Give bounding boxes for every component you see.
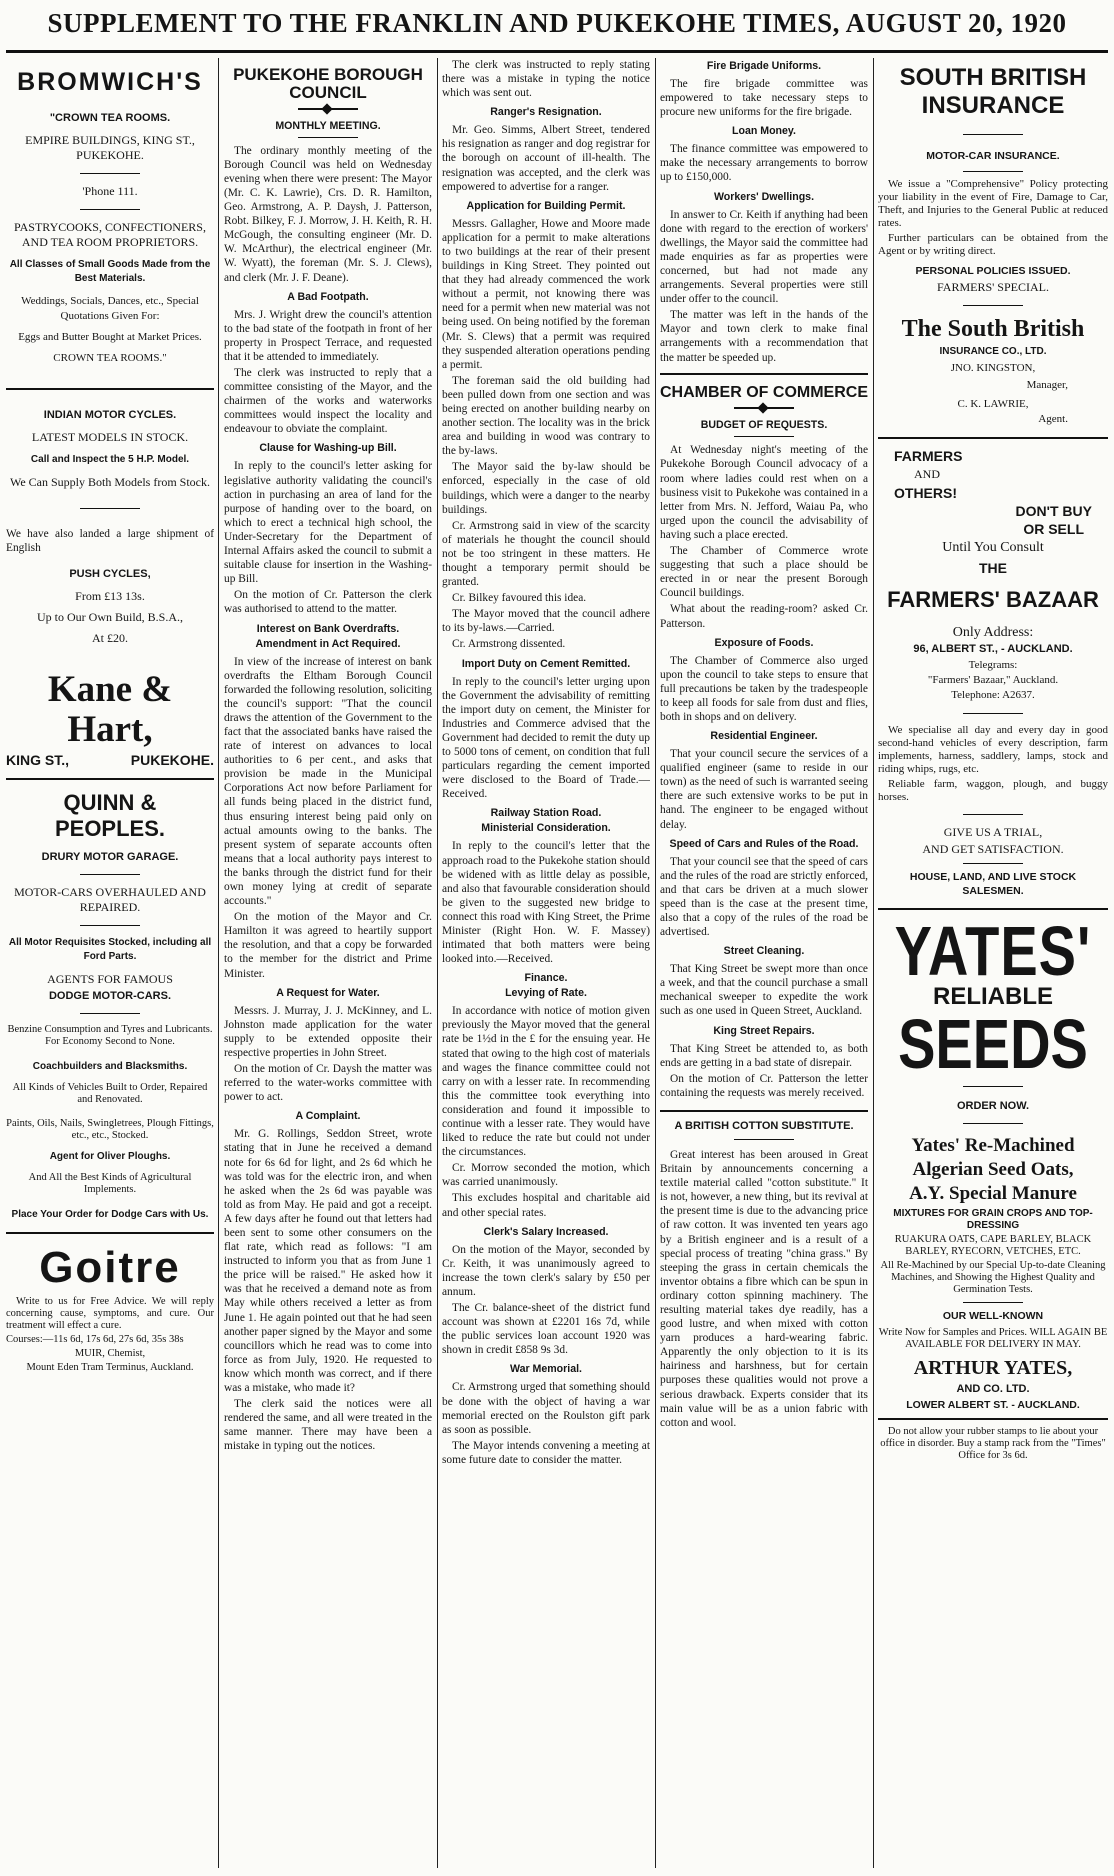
advert-rule: [878, 1418, 1108, 1420]
stamp-rack-advert: [878, 1426, 1108, 1462]
yates-manure: A.Y. Special Manure: [909, 1183, 1077, 1204]
subheading: War Memorial.: [509, 1363, 582, 1376]
fb-address: 96, ALBERT ST., - AUCKLAND.: [913, 643, 1073, 655]
yates-arthur: ARTHUR YATES,: [913, 1357, 1073, 1379]
kane-town: PUKEKOHE.: [130, 752, 214, 769]
divider: [963, 863, 1023, 864]
quinn-garage: DRURY MOTOR GARAGE.: [41, 851, 179, 864]
sbi-kingston: JNO. KINGSTON,: [950, 362, 1036, 374]
quinn-oliver: Agent for Oliver Ploughs.: [49, 1151, 171, 1163]
goitre-courses: Courses:—11s 6d, 17s 6d, 27s 6d, 35s 38s: [6, 1334, 184, 1346]
subheading: Fire Brigade Uniforms.: [706, 60, 822, 72]
subheading: Finance.: [524, 972, 568, 985]
chamber-subtitle: BUDGET OF REQUESTS.: [700, 419, 828, 432]
article-paragraph: Messrs. J. Murray, J. J. McKinney, and L. Johnston made application for the water supply to be extended opposite their respective properties in John Street.: [224, 1004, 432, 1059]
yates-advert: [878, 911, 1108, 1412]
south-british-advert: [878, 64, 1108, 427]
subheading: Clause for Washing-up Bill.: [259, 442, 397, 455]
article-paragraph: On the motion of the Mayor and Cr. Hamilton it was agreed to heartily support the resolution, and that a copy be forwarded to the member for the district and Prime Minister.: [224, 911, 432, 980]
fb-the: THE: [979, 560, 1007, 576]
yates-title-2: RELIABLE: [933, 983, 1053, 1010]
push-from: From £13 13s.: [75, 589, 145, 604]
article-paragraph: The Cr. balance-sheet of the district fund account was shown at £2201 16s 7d, while the public services loan account 1920 was shown in credit £858 9s 3d.: [442, 1302, 650, 1357]
article-paragraph: The Mayor intends convening a meeting at some future date to consider the matter.: [442, 1439, 650, 1466]
bromwich-subtitle: "CROWN TEA ROOMS.: [49, 112, 171, 124]
article-paragraph: The Mayor moved that the council adhere to its by-laws.—Carried.: [442, 608, 650, 635]
fb-title: FARMERS' BAZAAR: [887, 587, 1099, 612]
column-3-council-continued: [442, 58, 650, 1868]
bromwich-butter: Eggs and Butter Bought at Market Prices.: [18, 331, 202, 343]
yates-title-3: SEEDS: [898, 1004, 1088, 1083]
push-build: Up to Our Own Build, B.S.A.,: [36, 610, 183, 625]
article-paragraph: Mrs. J. Wright drew the council's attention to the bad state of the footpath in front of her property in Prospect Terrace, and requested that it be attended to immediately.: [224, 308, 432, 363]
article-paragraph: The fire brigade committee was empowered to take necessary steps to procure new uniforms for the fire brigade.: [660, 78, 868, 119]
bromwich-title: BROMWICH'S: [17, 68, 203, 96]
advert-rule: [6, 388, 214, 390]
article-paragraph: On the motion of Cr. Daysh the matter was referred to the water-works committee with power to act.: [224, 1063, 432, 1104]
fb-only: Only Address:: [952, 625, 1034, 640]
column-divider: [437, 58, 438, 1868]
bromwich-end: CROWN TEA ROOMS.": [53, 352, 167, 364]
article-paragraph: Mr. Geo. Simms, Albert Street, tendered his resignation as ranger and dog registrar for the borough on account of ill-health. The resignation was accepted, and the clerk was empowered to advertise for a ranger.: [442, 124, 650, 193]
article-paragraph: In reply to the council's letter urging upon the Government the advisability of remitting the import duty on cement, the Minister for Industries and Commerce advised that the Government had decided to remit the duty up to 5000 tons of cement, on condition that full particulars regarding the cement imported were disclosed to the Board of Trade.—Received.: [442, 675, 650, 801]
yates-mixtures: MIXTURES FOR GRAIN CROPS AND TOP-DRESSING: [893, 1208, 1093, 1231]
article-paragraph: What about the reading-room? asked Cr. Patterson.: [660, 603, 868, 630]
yates-order: ORDER NOW.: [956, 1100, 1030, 1112]
chamber-title: CHAMBER OF COMMERCE: [660, 383, 868, 401]
article-paragraph: In accordance with notice of motion given previously the Mayor moved that the general rate be 1½d in the £ for the ensuing year. He stated that owing to the high cost of materials and wages the finance committee could not carry on with a lesser rate. In recommending this the committee took everything into consideration and found it impossible to continue with a lesser rate. They would have liked to reduce the rate but could not under the circumstances.: [442, 1005, 650, 1159]
fb-others: OTHERS!: [894, 485, 957, 501]
divider: [963, 305, 1023, 306]
masthead: SUPPLEMENT TO THE FRANKLIN AND PUKEKOHE TIMES, AUGUST 20, 1920: [47, 8, 1067, 38]
article-paragraph: On the motion of Cr. Patterson the letter containing the requests was merely received.: [660, 1072, 868, 1099]
advert-rule: [878, 437, 1108, 439]
article-rule: [660, 373, 868, 375]
column-divider: [655, 58, 656, 1868]
fb-paragraph: Reliable farm, waggon, plough, and buggy horses.: [878, 778, 1108, 803]
push-cycles-title: PUSH CYCLES,: [69, 568, 151, 581]
article-paragraph: Great interest has been aroused in Great Britain by announcements concerning a textile material called "cotton substitute." It is not, however, a new thing, but its revival at the present time is due to the advancing price of raw cotton. It was invented ten years ago by a British engineer and is a result of a special process of treating "china grass." By steeping the grass in certain chemicals the inventor obtains a fibre which can be spun in ordinary cotton spinning machinery. The resulting material takes dye readily, has a good lustre, and when mixed with cotton yarn produces a hard-wearing fabric. Apparently the only objection to it is its hairiness and harshness, but for certain purposes these qualities would not prove a serious drawback. Experts consider that its main value will be as a union fabric with cotton and wool.: [660, 1148, 868, 1429]
divider: [298, 137, 358, 138]
yates-address: LOWER ALBERT ST. - AUCKLAND.: [906, 1399, 1080, 1411]
sbi-company: The South British: [901, 316, 1085, 342]
article-paragraph: Cr. Armstrong said in view of the scarcity of materials he thought the council should not be too stringent in these matters. He thought a temporary permit should be granted.: [442, 519, 650, 589]
divider: [80, 925, 140, 926]
quinn-peoples-advert: [6, 790, 214, 1222]
article-paragraph: On the motion of the Mayor, seconded by Cr. Keith, it was unanimously agreed to increase the town clerk's salary by £50 per annum.: [442, 1243, 650, 1298]
indian-title: INDIAN MOTOR CYCLES.: [43, 409, 177, 421]
article-paragraph: That your council secure the services of a qualified engineer (same to reside in our town) as the need of such is warranted seeing there are such extensive works to be put in hand. The engineer to be engaged without delay.: [660, 748, 868, 831]
kane-hart-title: Kane & Hart,: [47, 669, 173, 751]
council-subtitle: MONTHLY MEETING.: [275, 119, 381, 132]
fb-paragraph: We specialise all day and every day in good second-hand vehicles of every description, farm implements, harness, saddlery, lamps, stock and riding whips, rugs, etc.: [878, 724, 1108, 775]
fb-trial: GIVE US A TRIAL,: [943, 825, 1043, 839]
article-paragraph: Cr. Armstrong dissented.: [452, 638, 566, 651]
divider: [80, 508, 140, 509]
divider: [963, 1086, 1023, 1087]
article-paragraph: Cr. Bilkey favoured this idea.: [452, 592, 587, 605]
article-paragraph: The Chamber of Commerce also urged upon the council to take steps to ensure that full precautions be taken by the tradespeople to keep all foods for sale from dust and flies, both in shops and on delivery.: [660, 654, 868, 723]
quinn-title: QUINN & PEOPLES.: [54, 790, 166, 842]
column-1-adverts: [6, 58, 214, 1868]
subheading: Exposure of Foods.: [714, 636, 814, 649]
yates-title-1: YATES': [894, 911, 1092, 990]
sbi-farmers: FARMERS' SPECIAL.: [937, 280, 1049, 294]
divider: [963, 1302, 1023, 1303]
quinn-vehicles: All Kinds of Vehicles Built to Order, Repaired and Renovated.: [12, 1082, 208, 1106]
subheading: Street Cleaning.: [723, 945, 805, 958]
article-paragraph: Cr. Morrow seconded the motion, which was carried unanimously.: [442, 1162, 650, 1189]
subheading: Ranger's Resignation.: [490, 106, 602, 119]
subheading: Speed of Cars and Rules of the Road.: [669, 837, 859, 850]
article-paragraph: The Chamber of Commerce wrote suggesting that such a place should be erected in or near the present Borough Council buildings.: [660, 545, 868, 600]
sbi-co: INSURANCE CO., LTD.: [939, 346, 1047, 357]
subheading: Residential Engineer.: [710, 730, 818, 743]
farmers-bazaar-advert: [878, 449, 1108, 898]
fb-or-sell: OR SELL: [1023, 521, 1084, 537]
article-paragraph: The matter was left in the hands of the Mayor and town clerk to make final arrangements with a recommendation that the matter be speeded up.: [660, 309, 868, 364]
subheading: Workers' Dwellings.: [713, 190, 815, 203]
fb-satisfaction: AND GET SATISFACTION.: [922, 842, 1064, 856]
divider: [963, 814, 1023, 815]
article-paragraph: The foreman said the old building had been pulled down from one section and was being erected on another building nearby on another section. The locality was in the brick area and building in wood was contrary to the by-laws.: [442, 374, 650, 458]
yates-remachined: All Re-Machined by our Special Up-to-date Cleaning Machines, and Showing the Highest Quality and Germination Tests.: [880, 1260, 1106, 1295]
sbi-title: SOUTH BRITISH INSURANCE: [899, 64, 1087, 119]
divider: [734, 1139, 794, 1140]
article-paragraph: In view of the increase of interest on bank overdrafts the Eltham Borough Council forwarded the following resolution, soliciting the council's support: "That the council draws the attention of the Government to the fact that the associated banks have raised the rate of interest on advances to local authorities to 6 per cent., and asks that provision be made in the Municipal Corporations Act now before Parliament for all funds being placed in the district fund, thus ensuring interest being paid only on actual amounts owing to the banks. The present system of separate accounts often means that a local authority pays interest to the banks through the district fund for their own money lying at credit of separate accounts.": [224, 655, 432, 908]
article-paragraph: In reply to the council's letter asking for legislative authority validating the council's action in purchasing an area of land for the purpose of handing over to the board, on which to erect a technical high school, the Under-Secretary for the Department of Internal Affairs asked the council to submit a suitable clause for insertion in the Washing-up Bill.: [224, 460, 432, 586]
article-paragraph: In reply to the council's letter that the approach road to the Pukekohe station should be widened with as little delay as possible, and also that favourable consideration should be given to the suggested new bridge to connect this road with King Street, the Prime Minister (Right Hon. W. F. Massey) intimated that both matters were being looked into.—Received.: [442, 840, 650, 966]
push-at: At £20.: [92, 631, 128, 646]
sbi-motor: MOTOR-CAR INSURANCE.: [926, 150, 1060, 162]
fb-telegrams: Telegrams:: [968, 659, 1018, 671]
stamp-paragraph: Do not allow your rubber stamps to lie about your office in disorder. Buy a stamp rack from the "Times" Office for 3s 6d.: [880, 1426, 1106, 1461]
subheading: Amendment in Act Required.: [255, 637, 401, 650]
sbi-personal: PERSONAL POLICIES ISSUED.: [915, 265, 1071, 277]
yates-write: Write Now for Samples and Prices. WILL AGAIN BE AVAILABLE FOR DELIVERY IN MAY.: [878, 1327, 1108, 1350]
bromwich-goods: All Classes of Small Goods Made from the Best Materials.: [9, 259, 211, 284]
divider: [963, 713, 1023, 714]
divider: [734, 436, 794, 437]
divider: [963, 171, 1023, 172]
divider: [80, 874, 140, 875]
indian-motor-cycles-advert: [6, 408, 214, 768]
quinn-implements: And All the Best Kinds of Agricultural Implements.: [28, 1172, 192, 1196]
fb-dont-buy: DON'T BUY: [1015, 503, 1092, 519]
goitre-address: Mount Eden Tram Terminus, Auckland.: [26, 1362, 194, 1374]
indian-landed: We have also landed a large shipment of English: [6, 528, 214, 555]
subheading: A Request for Water.: [276, 986, 380, 999]
fb-until: Until You Consult: [942, 540, 1044, 555]
divider: [80, 1013, 140, 1014]
bromwich-phone: 'Phone 111.: [82, 184, 138, 198]
yates-algerian: Algerian Seed Oats,: [912, 1159, 1074, 1180]
cotton-title: A BRITISH COTTON SUBSTITUTE.: [674, 1119, 854, 1132]
article-paragraph: In answer to Cr. Keith if anything had been done with regard to the erection of workers' dwellings, the Mayor said the committee had made enquiries as far as properties were concerned, but had not made any arrangements. Several properties were still under offer to the council.: [660, 208, 868, 306]
subheading: Clerk's Salary Increased.: [483, 1225, 609, 1238]
bromwich-socials: Weddings, Socials, Dances, etc., Special Quotations Given For:: [21, 295, 199, 322]
advert-rule: [6, 778, 214, 780]
column-divider: [218, 58, 219, 1868]
article-paragraph: At Wednesday night's meeting of the Pukekohe Borough Council advocacy of a room where ladies could rest when on a business visit to Pukekohe was contained in a letter from Mrs. N. Jefford, Waiau Pa, who urged upon the council the advisability of having such a place erected.: [660, 444, 868, 541]
article-paragraph: Cr. Armstrong urged that something should be done with the object of having a war memorial erected on the Roulston gift park as soon as possible.: [442, 1381, 650, 1436]
article-paragraph: That your council see that the speed of cars and the rules of the road are strictly enforced, and that cars be driven at a much slower speed than is the case at the present time, also that a copy of the rules of the road be advertised.: [660, 855, 868, 939]
fb-and: AND: [914, 467, 940, 481]
goitre-muir: MUIR, Chemist,: [74, 1348, 146, 1360]
kane-hart-address: [6, 752, 214, 768]
article-paragraph: That King Street be swept more than once a week, and that the council purchase a small mechanical sweeper to expedite the work such as one used in Queen Street, Auckland.: [660, 963, 868, 1018]
sbi-paragraph: Further particulars can be obtained from the Agent or by writing direct.: [878, 232, 1108, 257]
column-divider: [873, 58, 874, 1868]
sbi-manager: Manager,: [1026, 379, 1068, 391]
fb-farmers: FARMERS: [894, 448, 963, 464]
divider: [963, 1123, 1023, 1124]
article-paragraph: On the motion of Cr. Patterson the clerk was authorised to attend to the matter.: [224, 589, 432, 616]
column-2-borough-council: [224, 58, 432, 1868]
sbi-paragraph: We issue a "Comprehensive" Policy protecting your liability in the event of Fire, Damage to Car, Theft, and Injuries to the General Public at reduced rates.: [878, 178, 1108, 229]
goitre-title: Goitre: [39, 1243, 181, 1293]
column-5-adverts: [878, 58, 1108, 1868]
ornament-divider: [734, 407, 794, 409]
council-title: PUKEKOHE BOROUGH COUNCIL: [233, 65, 423, 102]
subheading: Railway Station Road.: [490, 807, 602, 820]
quinn-overhauled: MOTOR-CARS OVERHAULED AND REPAIRED.: [14, 885, 206, 915]
column-4-chamber-of-commerce: [660, 58, 868, 1868]
quinn-agents: AGENTS FOR FAMOUS: [47, 972, 173, 987]
ornament-divider: [298, 108, 358, 110]
indian-call: Call and Inspect the 5 H.P. Model.: [30, 454, 190, 465]
quinn-coach: Coachbuilders and Blacksmiths.: [32, 1061, 188, 1073]
goitre-advert: [6, 1244, 214, 1374]
fb-house: HOUSE, LAND, AND LIVE STOCK SALESMEN.: [909, 871, 1077, 897]
subheading: A Bad Footpath.: [287, 290, 369, 303]
yates-known: OUR WELL-KNOWN: [942, 1310, 1044, 1322]
article-paragraph: This excludes hospital and charitable aid and other special rates.: [442, 1192, 650, 1219]
quinn-order: Place Your Order for Dodge Cars with Us.: [11, 1209, 209, 1221]
bromwich-trade: PASTRYCOOKS, CONFECTIONERS, AND TEA ROOM PROPRIETORS.: [14, 220, 206, 249]
divider: [963, 134, 1023, 135]
bromwich-address: EMPIRE BUILDINGS, KING ST., PUKEKOHE.: [25, 133, 195, 162]
article-paragraph: Mr. G. Rollings, Seddon Street, wrote stating that in June he received a demand note for 6s 6d for light, and 2s 6d which he was told was for the electric iron, and when he asked when the 2s 6d was payable was told as from May. He paid and got a receipt. A few days after he found out that letters had been sent to some other consumers on the flat rate, which read as follows: "I am instructed to inform you that as from June 1 the price will be raised." He asked how it was that he received a demand note as from May while others received a letter as from June 1. He again pointed out that he had seen another paper signed by the Mayor and some councillors which he read was to come into force as from July, 1920. He requested to know which month was correct, and if there was a mistake, who made it?: [224, 1128, 432, 1394]
masthead-rule: [6, 50, 1108, 53]
article-paragraph: The clerk was instructed to reply that a committee consisting of the Mayor, and the chairmen of the works and waterworks committees would inspect the locality and endeavour to obviate the complaint.: [224, 367, 432, 436]
sbi-lawrie: C. K. LAWRIE,: [957, 398, 1029, 410]
subheading: King Street Repairs.: [713, 1024, 815, 1037]
divider: [80, 173, 140, 174]
article-paragraph: The clerk was instructed to reply stating there was a mistake in typing the notice which was sent out.: [442, 59, 650, 100]
quinn-dodge: DODGE MOTOR-CARS.: [48, 990, 172, 1003]
yates-oats: RUAKURA OATS, CAPE BARLEY, BLACK BARLEY, RYECORN, VETCHES, ETC.: [894, 1234, 1092, 1257]
article-paragraph: That King Street be attended to, as both ends are getting in a bad state of disrepair.: [660, 1042, 868, 1069]
subheading: A Complaint.: [295, 1110, 361, 1123]
subheading: Application for Building Permit.: [466, 199, 626, 212]
article-paragraph: The clerk said the notices were all rendered the same, and all were treated in the same manner. There may have been a mistake in typing out the notices.: [224, 1398, 432, 1453]
yates-co: AND CO. LTD.: [956, 1383, 1030, 1395]
subheading: Ministerial Consideration.: [481, 822, 611, 835]
goitre-body: Write to us for Free Advice. We will reply concerning cause, symptoms, and cure. Our treatment will effect a cure.: [6, 1296, 214, 1332]
kane-king-street: KING ST.,: [6, 752, 70, 769]
article-paragraph: Messrs. Gallagher, Howe and Moore made application for a permit to make alterations to two buildings at the rear of their present buildings in King Street. They pointed out that they had already commenced the work without a permit, not knowing there was need for a permit when new material was not being used. On being notified by the foreman (Mr. S. Clews) that a permit was required they suspended alteration operations pending a permit.: [442, 217, 650, 371]
fb-telegrams-value: "Farmers' Bazaar," Auckland.: [927, 674, 1059, 686]
subheading: Interest on Bank Overdrafts.: [256, 622, 400, 635]
bromwich-advert: [6, 68, 214, 366]
yates-machined: Yates' Re-Machined: [911, 1135, 1075, 1156]
divider: [80, 209, 140, 210]
indian-supply: We Can Supply Both Models from Stock.: [9, 475, 211, 489]
quinn-paints: Paints, Oils, Nails, Swingletrees, Plough Fittings, etc., etc., Stocked.: [6, 1118, 214, 1142]
fb-phone: Telephone: A2637.: [951, 689, 1035, 701]
sbi-agent: Agent.: [1038, 413, 1068, 425]
advert-rule: [6, 1232, 214, 1234]
subheading: Loan Money.: [732, 125, 796, 138]
indian-latest: LATEST MODELS IN STOCK.: [31, 430, 189, 444]
subheading: Levying of Rate.: [505, 987, 587, 1000]
quinn-requisites: All Motor Requisites Stocked, including all Ford Parts.: [8, 937, 212, 963]
article-paragraph: The ordinary monthly meeting of the Borough Council was held on Wednesday evening when there were present: The Mayor (Mr. C. K. Lawrie), Crs. D. R. Hamilton, Geo. Armstrong, A. P. Daysh, J. Patterson, Robt. Bilkey, F. J. Morrow, J. H. Keith, R. H. McGough, the consulting engineer (Mr. D. W. McArthur), the electrical engineer (Mr. W. Wyatt), the foreman (Mr. S. J. Clews), and clerk (Mr. J. F. Deane).: [224, 144, 432, 284]
article-paragraph: The Mayor said the by-law should be enforced, especially in the case of old buildings, which were a danger to the nearby buildings.: [442, 461, 650, 516]
quinn-benzine: Benzine Consumption and Tyres and Lubricants. For Economy Second to None.: [7, 1024, 213, 1048]
article-rule: [660, 1110, 868, 1112]
article-paragraph: The finance committee was empowered to make the necessary arrangements to borrow up to £150,000.: [660, 143, 868, 184]
subheading: Import Duty on Cement Remitted.: [461, 657, 631, 670]
advert-rule: [878, 908, 1108, 910]
